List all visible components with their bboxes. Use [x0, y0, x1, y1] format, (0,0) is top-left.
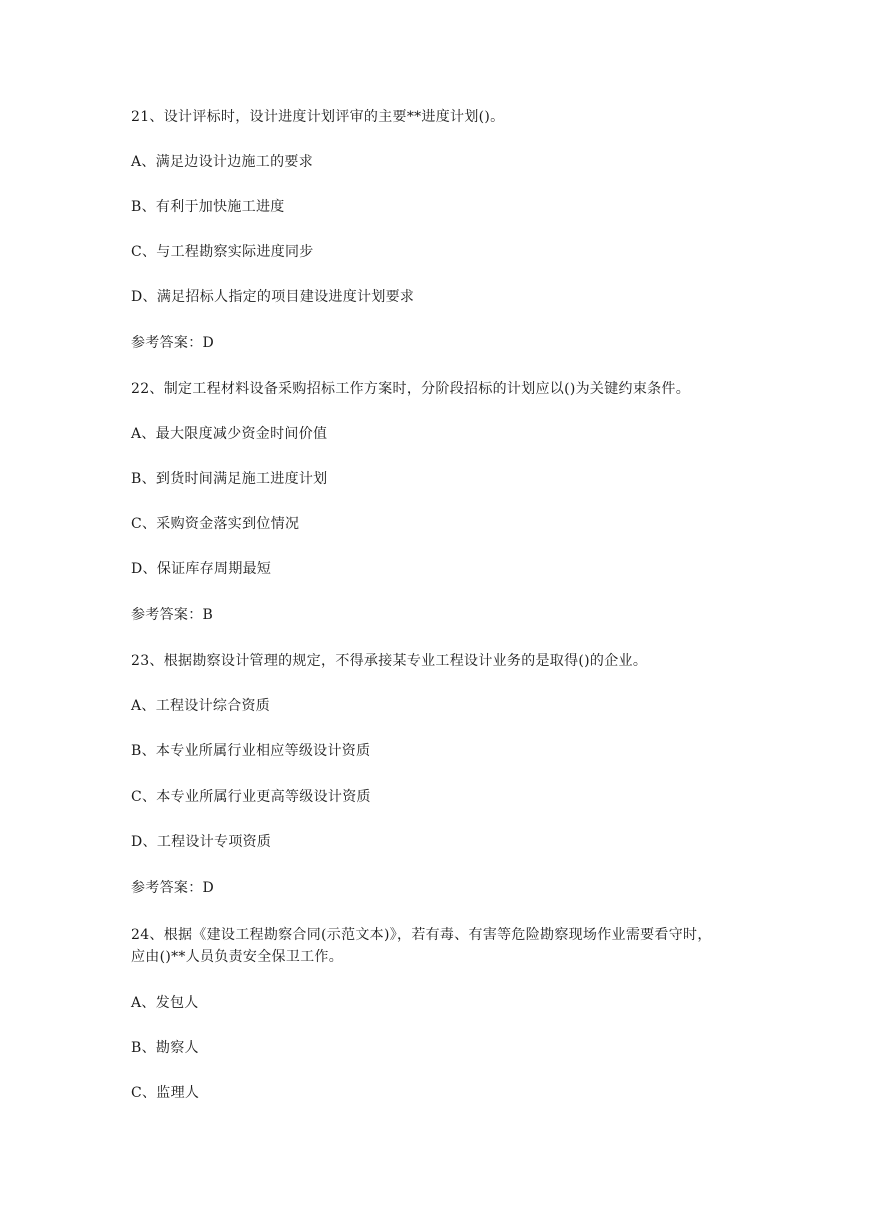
- question-22-stem: 22、制定工程材料设备采购招标工作方案时，分阶段招标的计划应以()为关键约束条件。: [131, 381, 691, 397]
- question-23-stem: 23、根据勘察设计管理的规定，不得承接某专业工程设计业务的是取得()的企业。: [131, 653, 648, 669]
- question-22-option-d: D、保证库存周期最短: [131, 561, 272, 577]
- question-24-option-c: C、监理人: [131, 1085, 200, 1101]
- question-21-stem: 21、设计评标时，设计进度计划评审的主要**进度计划()。: [131, 109, 505, 125]
- question-23-option-d: D、工程设计专项资质: [131, 834, 272, 850]
- question-21-option-d: D、满足招标人指定的项目建设进度计划要求: [131, 289, 415, 305]
- question-23-answer: 参考答案：D: [131, 880, 215, 896]
- question-23-option-c: C、本专业所属行业更高等级设计资质: [131, 789, 371, 805]
- question-24-stem-line-2: 应由()**人员负责安全保卫工作。: [131, 949, 344, 965]
- question-21-option-a: A、满足边设计边施工的要求: [131, 154, 314, 170]
- question-22-answer: 参考答案：B: [131, 607, 214, 623]
- question-23-option-b: B、本专业所属行业相应等级设计资质: [131, 743, 371, 759]
- question-22-option-a: A、最大限度减少资金时间价值: [131, 426, 328, 442]
- question-24-option-a: A、发包人: [131, 995, 199, 1011]
- question-23-option-a: A、工程设计综合资质: [131, 698, 271, 714]
- question-24-option-b: B、勘察人: [131, 1040, 199, 1056]
- question-21-option-b: B、有利于加快施工进度: [131, 199, 285, 215]
- question-21-option-c: C、与工程勘察实际进度同步: [131, 244, 314, 260]
- question-21-answer: 参考答案：D: [131, 335, 215, 351]
- question-24-stem-line-1: 24、根据《建设工程勘察合同(示范文本)》，若有毒、有害等危险勘察现场作业需要看守时，: [131, 927, 712, 943]
- question-22-option-c: C、采购资金落实到位情况: [131, 516, 300, 532]
- question-22-option-b: B、到货时间满足施工进度计划: [131, 471, 328, 487]
